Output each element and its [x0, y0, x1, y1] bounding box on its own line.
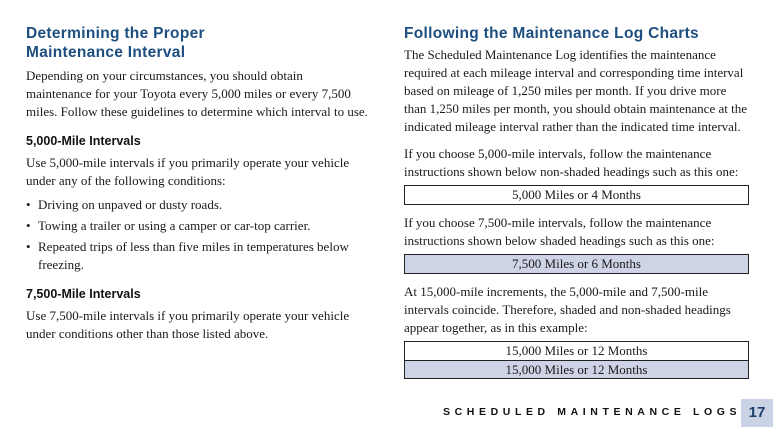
conditions-list	[26, 196, 371, 274]
footer-section-label: SCHEDULED MAINTENANCE LOGS	[443, 406, 742, 418]
list-item	[26, 238, 371, 274]
list-item-text: Repeated trips of less than five miles in temperatures below freezing.	[38, 239, 349, 272]
non-shaded-heading-example: 5,000 Miles or 4 Months	[404, 185, 749, 205]
heading-line-1: Determining the Proper	[26, 25, 205, 42]
combined-row-non-shaded: 15,000 Miles or 12 Months	[505, 343, 648, 358]
log-intro-paragraph: The Scheduled Maintenance Log identifies the maintenance required at each mileage interval and corresponding time interval based on mileage of 1,250 miles per month. If you drive more than 1,250 miles per month, you should obtain maintenance at the indicated mileage interval rather than the indicated time interval.	[404, 47, 747, 134]
intro-paragraph: Depending on your circumstances, you should obtain maintenance for your Toyota every 5,000 miles or every 7,500 miles. Follow these guidelines to determine which interval to use.	[26, 68, 368, 119]
paragraph-7500: Use 7,500-mile intervals if you primarily operate your vehicle under conditions other than those listed above.	[26, 308, 350, 341]
list-item	[26, 196, 371, 214]
paragraph-5000: Use 5,000-mile intervals if you primarily operate your vehicle under any of the following conditions:	[26, 155, 350, 188]
bullet-icon: •	[26, 197, 31, 212]
combined-heading-example	[404, 341, 749, 379]
paragraph-5000-choice: If you choose 5,000-mile intervals, follow the maintenance instructions shown below non-shaded headings such as this one:	[404, 146, 739, 179]
section-heading-log-charts: Following the Maintenance Log Charts	[404, 25, 699, 42]
bullet-icon: •	[26, 239, 31, 254]
right-column	[404, 24, 749, 379]
heading-line-2: Maintenance Interval	[26, 44, 186, 61]
page-number: 17	[741, 399, 773, 427]
subheading-7500: 7,500-Mile Intervals	[26, 287, 141, 301]
left-column	[26, 24, 371, 343]
paragraph-15000: At 15,000-mile increments, the 5,000-mile and 7,500-mile intervals coincide. Therefore, shaded and non-shaded headings appear together, as in this example:	[404, 284, 731, 335]
shaded-heading-example: 7,500 Miles or 6 Months	[404, 254, 749, 274]
list-item-text: Towing a trailer or using a camper or car-top carrier.	[38, 218, 311, 233]
combined-row-shaded: 15,000 Miles or 12 Months	[405, 360, 748, 378]
subheading-5000: 5,000-Mile Intervals	[26, 134, 141, 148]
section-heading-interval	[26, 24, 371, 62]
paragraph-7500-choice: If you choose 7,500-mile intervals, follow the maintenance instructions shown below shaded headings such as this one:	[404, 215, 715, 248]
bullet-icon: •	[26, 218, 31, 233]
list-item-text: Driving on unpaved or dusty roads.	[38, 197, 223, 212]
list-item	[26, 217, 371, 235]
